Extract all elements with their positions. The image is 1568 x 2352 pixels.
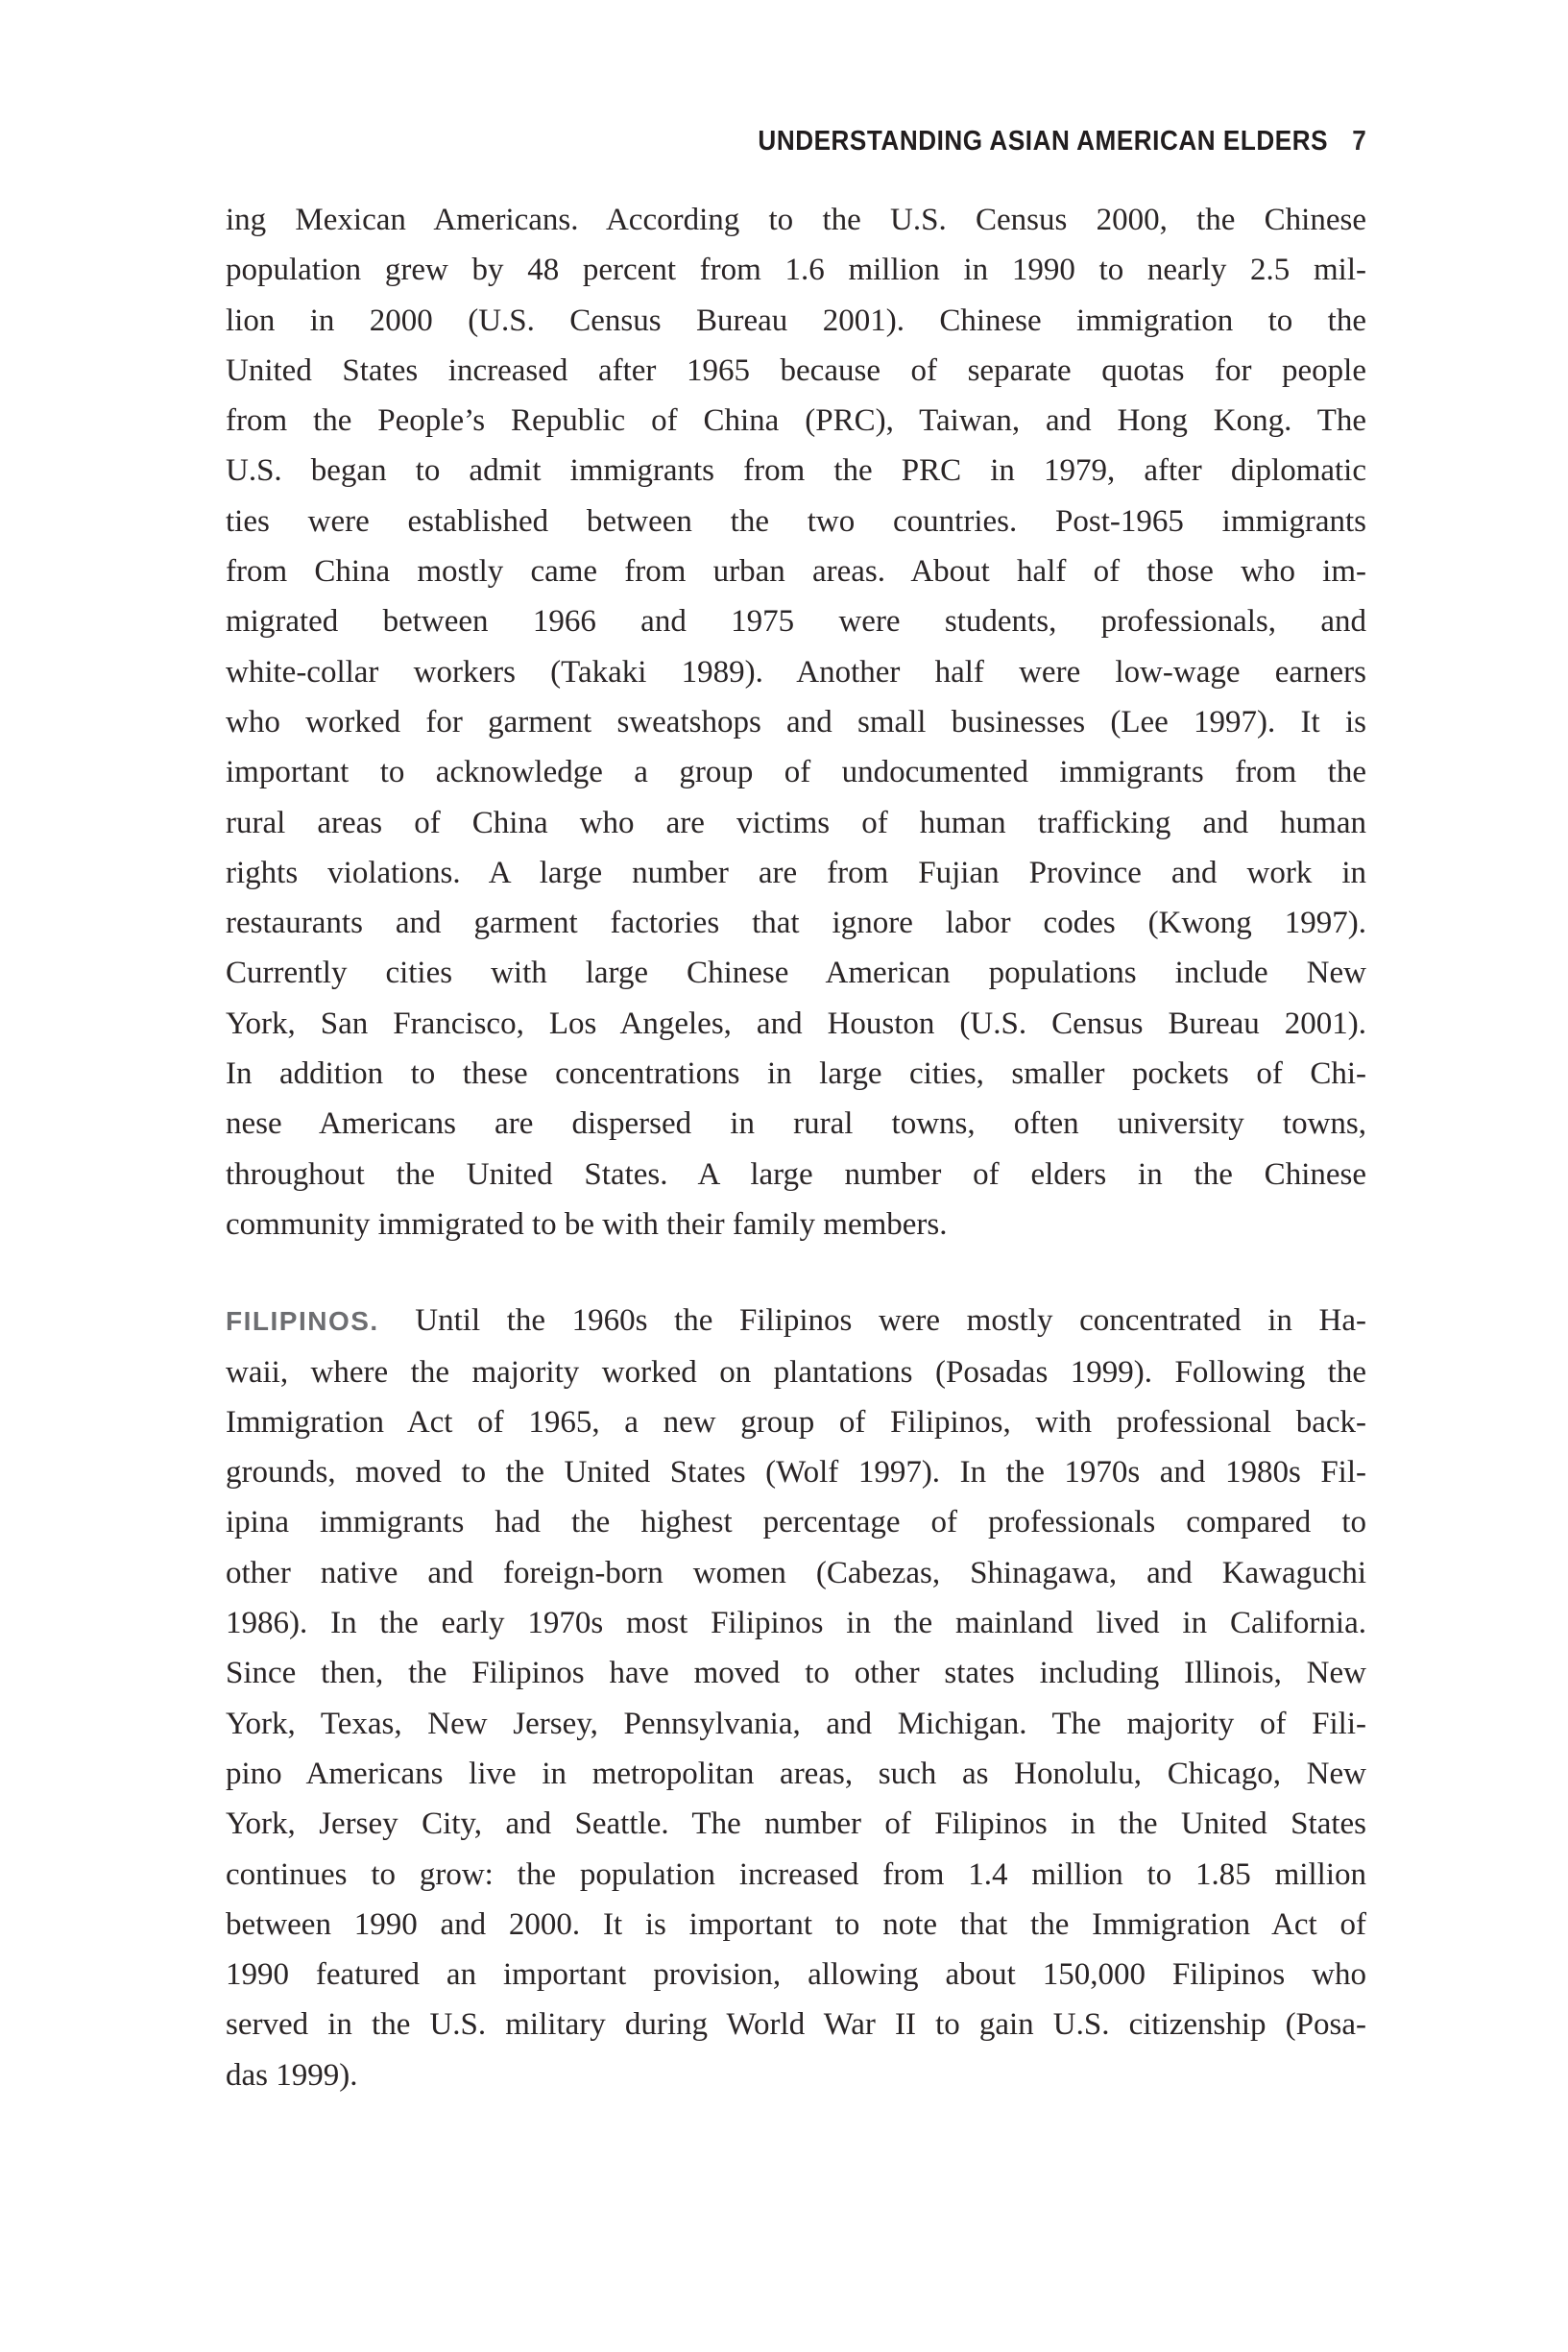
paragraph (226, 195, 1366, 1249)
paragraph (226, 1296, 1366, 2100)
text-line: lion in 2000 (U.S. Census Bureau 2001). Chinese immigration to the (226, 303, 1366, 338)
text-line: restaurants and garment factories that ignore labor codes (Kwong 1997). (226, 906, 1366, 941)
text-line: das 1999). (226, 2057, 358, 2093)
text-line: Since then, the Filipinos have moved to other states including Illinois, New (226, 1656, 1366, 1691)
text-line: community immigrated to be with their family members. (226, 1206, 948, 1242)
page-number: 7 (1351, 126, 1366, 157)
section-label: FILIPINOS. (226, 1306, 379, 1337)
text-line: important to acknowledge a group of undocumented immigrants from the (226, 755, 1366, 790)
text-line: population grew by 48 percent from 1.6 million in 1990 to nearly 2.5 mil- (226, 253, 1366, 288)
running-title: UNDERSTANDING ASIAN AMERICAN ELDERS (758, 126, 1328, 157)
text-line: migrated between 1966 and 1975 were students, professionals, and (226, 604, 1366, 640)
text-line: United States increased after 1965 because of separate quotas for people (226, 352, 1366, 388)
text-line: U.S. began to admit immigrants from the PRC in 1979, after diplomatic (226, 453, 1366, 489)
text-line: from China mostly came from urban areas. About half of those who im- (226, 554, 1366, 590)
text-line: rural areas of China who are victims of human trafficking and human (226, 805, 1366, 840)
running-header (758, 126, 1366, 158)
text-line: rights violations. A large number are from Fujian Province and work in (226, 855, 1366, 890)
text-line: ties were established between the two countries. Post-1965 immigrants (226, 503, 1366, 539)
text-line: from the People’s Republic of China (PRC), Taiwan, and Hong Kong. The (226, 403, 1366, 439)
text-line: 1986). In the early 1970s most Filipinos in the mainland lived in California. (226, 1606, 1366, 1641)
text-line: FILIPINOS. Until the 1960s the Filipinos were mostly concentrated in Ha- (226, 1303, 1366, 1339)
text-line: ing Mexican Americans. According to the U.S. Census 2000, the Chinese (226, 203, 1366, 237)
text-line: between 1990 and 2000. It is important to note that the Immigration Act of (226, 1906, 1366, 1942)
text-line: York, San Francisco, Los Angeles, and Houston (U.S. Census Bureau 2001). (226, 1006, 1366, 1041)
text-line: waii, where the majority worked on plantations (Posadas 1999). Following the (226, 1354, 1366, 1390)
text-line: 1990 featured an important provision, allowing about 150,000 Filipinos who (226, 1957, 1366, 1993)
text-line: pino Americans live in metropolitan areas, such as Honolulu, Chicago, New (226, 1756, 1366, 1791)
text-line: York, Texas, New Jersey, Pennsylvania, and Michigan. The majority of Fili- (226, 1706, 1366, 1741)
text-line: grounds, moved to the United States (Wolf 1997). In the 1970s and 1980s Fil- (226, 1455, 1366, 1491)
text-line: nese Americans are dispersed in rural towns, often university towns, (226, 1106, 1366, 1142)
text-line: served in the U.S. military during World War II to gain U.S. citizenship (Posa- (226, 2007, 1366, 2043)
text-line: York, Jersey City, and Seattle. The number of Filipinos in the United States (226, 1806, 1366, 1842)
text-line: continues to grow: the population increased from 1.4 million to 1.85 million (226, 1856, 1366, 1892)
text-line: throughout the United States. A large number of elders in the Chinese (226, 1156, 1366, 1192)
text-line: other native and foreign-born women (Cabezas, Shinagawa, and Kawaguchi (226, 1555, 1366, 1590)
text-line: ipina immigrants had the highest percentage of professionals compared to (226, 1505, 1366, 1540)
text-line: Currently cities with large Chinese American populations include New (226, 956, 1366, 991)
body-text (226, 195, 1366, 2100)
text-line: In addition to these concentrations in large cities, smaller pockets of Chi- (226, 1056, 1366, 1092)
text-line: Immigration Act of 1965, a new group of Filipinos, with professional back- (226, 1404, 1366, 1440)
text-line: white-collar workers (Takaki 1989). Another half were low-wage earners (226, 654, 1366, 690)
text-line: who worked for garment sweatshops and small businesses (Lee 1997). It is (226, 704, 1366, 740)
